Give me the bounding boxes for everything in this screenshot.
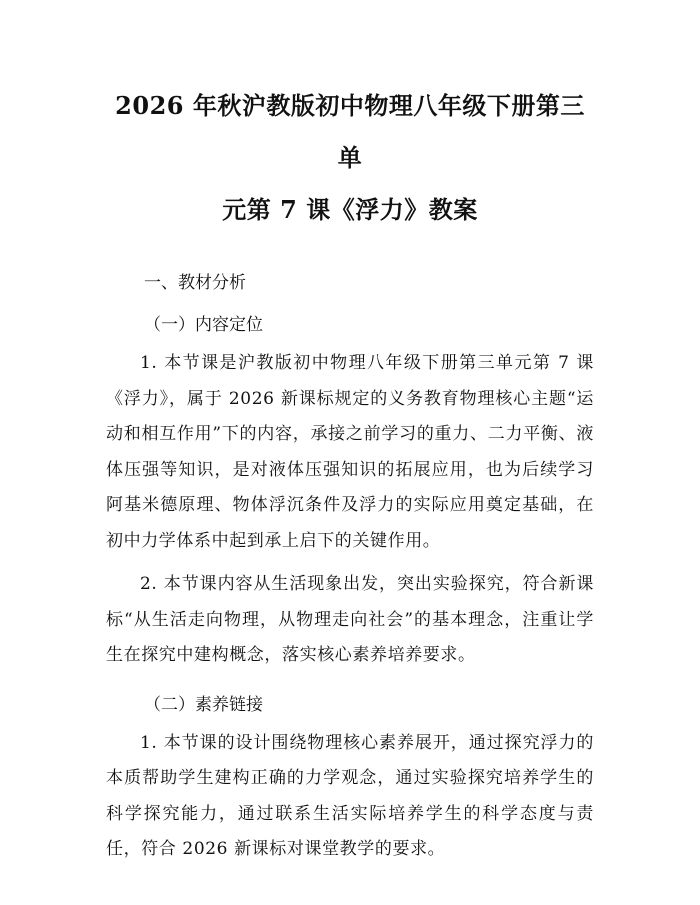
section-heading-textbook-analysis: 一、教材分析 [144,273,246,293]
paragraph-content-positioning-1: 1. 本节课是沪教版初中物理八年级下册第三单元第 7 课《浮力》，属于 2026 新课标规定的义务教育物理核心主题“运动和相互作用”下的内容，承接之前学习的重力、二力平衡、液体压强等知识，是对液体压强知识的拓展应用，也为后续学习阿基米德原理、物体浮沉条件及浮力的实际应用奠定基础，在初中力学体系中起到承上启下的关键作用。 [106,353,594,551]
title-line-1: 2026 年秋沪教版初中物理八年级下册第三单 [115,91,585,172]
document-title [106,80,594,236]
subsection-heading-content-positioning: （一）内容定位 [144,315,263,335]
paragraph-content-positioning-2: 2. 本节课内容从生活现象出发，突出实验探究，符合新课标“从生活走向物理，从物理走向社会”的基本理念，注重让学生在探究中建构概念，落实核心素养培养要求。 [106,574,594,665]
title-line-2: 元第 7 课《浮力》教案 [222,195,478,224]
paragraph-literacy-link-1: 1. 本节课的设计围绕物理核心素养展开，通过探究浮力的本质帮助学生建构正确的力学观念，通过实验探究培养学生的科学探究能力，通过联系生活实际培养学生的科学态度与责任，符合 2026 新课标对课堂教学的要求。 [106,732,594,859]
subsection-heading-literacy-link: （二）素养链接 [144,694,263,715]
